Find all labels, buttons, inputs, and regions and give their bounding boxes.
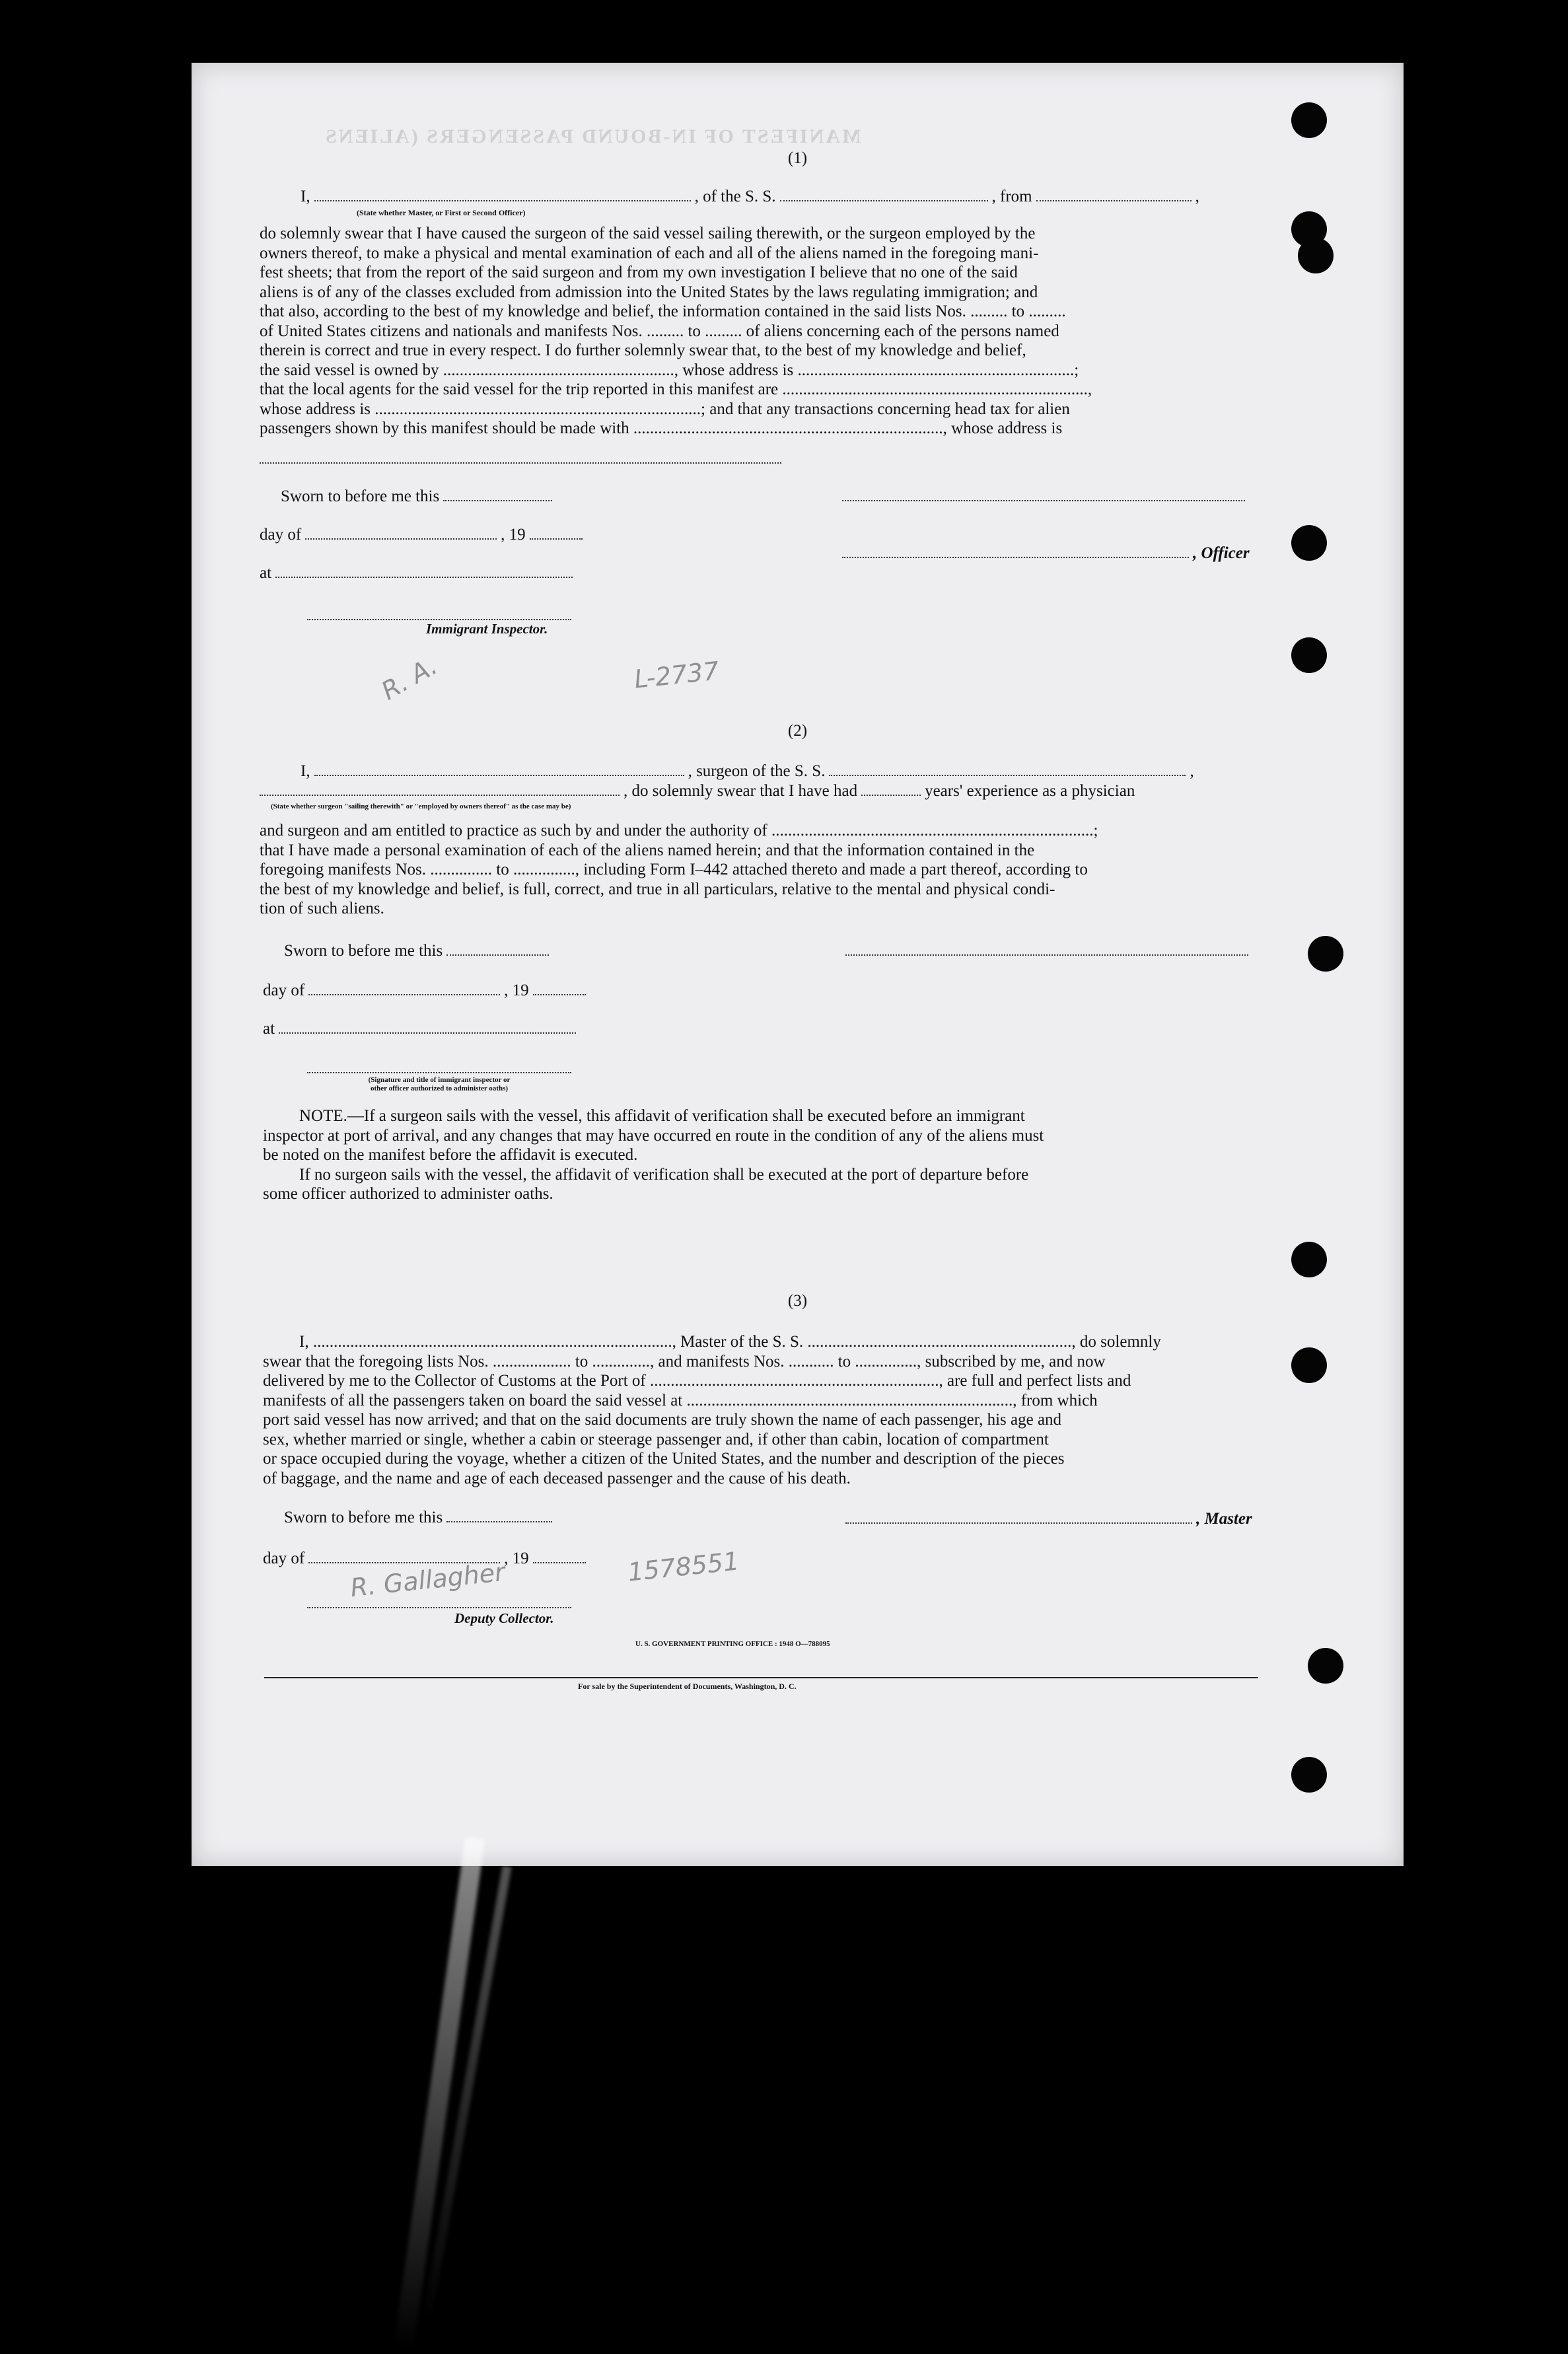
- at-label: at: [260, 564, 272, 582]
- handwritten-initials: R. A.: [376, 651, 443, 706]
- punch-hole: [1298, 238, 1334, 273]
- body-line: that I have made a personal examination of each of the aliens named herein; and that the information contained in the: [260, 841, 1035, 859]
- for-sale-line: For sale by the Superintendent of Documents, Washington, D. C.: [578, 1682, 797, 1691]
- officer-signature-line[interactable]: [307, 1072, 571, 1073]
- body-line: that also, according to the best of my knowledge and belief, the information contained in the said lists Nos. ......... to .........: [260, 303, 1066, 320]
- day-of-blank[interactable]: [305, 538, 497, 540]
- sworn-label: Sworn to before me this: [284, 1509, 443, 1526]
- sworn-date-blank[interactable]: [446, 1521, 552, 1522]
- year-label: , 19: [501, 526, 526, 544]
- body-line: aliens is of any of the classes excluded from admission into the United States by the laws regulating immigration; and: [260, 283, 1038, 301]
- section-2-at: [263, 1019, 580, 1039]
- officer-signature-blank[interactable]: [842, 557, 1189, 558]
- section-3-sworn: [284, 1508, 556, 1528]
- body-line: fest sheets; that from the report of the said surgeon and from my own investigation I believe that no one of the said: [260, 264, 1018, 281]
- at-place-blank[interactable]: [279, 1032, 576, 1034]
- body-line: of baggage, and the name and age of each deceased passenger and the cause of his death.: [263, 1469, 851, 1487]
- section-1-officer-line: [842, 544, 1250, 563]
- punch-hole: [1291, 1757, 1327, 1793]
- punch-hole: [1308, 936, 1343, 972]
- body-line: therein is correct and true in every respect. I do further solemnly swear that, to the best of my knowledge and belief,: [260, 341, 1026, 359]
- text-comma: ,: [1190, 762, 1194, 780]
- punch-hole: [1291, 637, 1327, 673]
- body-line: sex, whether married or single, whether a cabin or steerage passenger and, if other than cabin, location of compartment: [263, 1430, 1049, 1448]
- section-2-body: [260, 821, 1316, 919]
- section-3-heading: (3): [787, 1292, 808, 1310]
- section-1-day-of: [260, 525, 587, 545]
- section-2-sworn: [284, 941, 553, 961]
- handwritten-number: L-2737: [633, 656, 721, 694]
- address-continuation-line[interactable]: [260, 462, 781, 464]
- officer-label: , Officer: [1193, 544, 1250, 562]
- sworn-date-blank[interactable]: [446, 954, 549, 956]
- section-2-line-2: [260, 781, 1135, 801]
- section-2-note: [263, 1106, 1320, 1204]
- year-label: , 19: [504, 1550, 529, 1567]
- body-line: do solemnly swear that I have caused the surgeon of the said vessel sailing therewith, or the surgeon employed by the: [260, 225, 1036, 242]
- master-name-blank[interactable]: [314, 200, 691, 201]
- year-label: , 19: [504, 981, 529, 999]
- section-1-sworn: [281, 487, 556, 507]
- body-line: delivered by me to the Collector of Customs at the Port of ......................................................................, are full and perfect lists and: [263, 1372, 1131, 1390]
- sworn-label: Sworn to before me this: [281, 487, 440, 505]
- year-blank[interactable]: [533, 1562, 586, 1563]
- body-line: of United States citizens and nationals and manifests Nos. ......... to ......... of aliens concerning each of the persons named: [260, 322, 1059, 340]
- deputy-collector-label: Deputy Collector.: [454, 1610, 554, 1626]
- body-line: owners thereof, to make a physical and mental examination of each and all of the aliens named in the foregoing mani-: [260, 244, 1039, 262]
- body-line: tion of such aliens.: [260, 900, 384, 917]
- year-blank[interactable]: [533, 994, 586, 995]
- surgeon-name-blank[interactable]: [314, 775, 684, 776]
- section-2-day-of: [263, 981, 590, 1001]
- body-line: and surgeon and am entitled to practice as such by and under the authority of ..............................................................................;: [260, 822, 1098, 839]
- text-do-solemnly: , do solemnly swear that I have had: [624, 782, 858, 800]
- day-of-label: day of: [263, 1550, 305, 1567]
- day-of-label: day of: [260, 526, 302, 544]
- section-2-line-1: [301, 762, 1194, 781]
- note-line: If no surgeon sails with the vessel, the affidavit of verification shall be executed at the port of departure before: [299, 1165, 1029, 1184]
- section-3-master-line: [845, 1509, 1252, 1529]
- vessel-name-blank[interactable]: [780, 200, 988, 201]
- punch-hole: [1291, 102, 1327, 138]
- surgeon-vessel-blank[interactable]: [829, 775, 1186, 776]
- from-port-blank[interactable]: [1036, 200, 1192, 201]
- note-line: inspector at port of arrival, and any changes that may have occurred en route in the condition of any of the aliens must: [263, 1126, 1044, 1145]
- text-i: I,: [301, 188, 310, 205]
- section-1-heading: (1): [787, 149, 808, 167]
- body-line: swear that the foregoing lists Nos. ................... to .............., and manifests Nos. ........... to ..............., subscribed by me, and now: [263, 1352, 1106, 1371]
- text-i: I,: [301, 762, 310, 780]
- footer-rule: [264, 1677, 1258, 1678]
- surgeon-note: (State whether surgeon "sailing therewith" or "employed by owners thereof" as the case may be): [271, 802, 571, 810]
- section-2-heading: (2): [787, 722, 808, 740]
- printing-office-line: U. S. GOVERNMENT PRINTING OFFICE : 1948 O—788095: [635, 1640, 830, 1648]
- signature-note-2: other officer authorized to administer oaths): [370, 1085, 509, 1092]
- text-from: , from: [991, 188, 1032, 205]
- years-experience-blank[interactable]: [861, 795, 921, 796]
- master-signature-blank[interactable]: [845, 1522, 1192, 1524]
- body-line: whose address is ...............................................................................; and that any transactions concerning head tax for alien: [260, 400, 1070, 418]
- body-line: that the local agents for the said vessel for the trip reported in this manifest are ..........................................................................,: [260, 380, 1092, 398]
- surgeon-type-blank[interactable]: [260, 795, 620, 796]
- body-line: the best of my knowledge and belief, is full, correct, and true in all particulars, relative to the mental and physical condi-: [260, 880, 1055, 898]
- text-surgeon-of-ss: , surgeon of the S. S.: [688, 762, 826, 780]
- punch-hole: [1291, 1242, 1327, 1277]
- section-1-body: [260, 224, 1316, 439]
- note-line: NOTE.—If a surgeon sails with the vessel, this affidavit of verification shall be executed before an immigrant: [299, 1107, 1025, 1125]
- text-of-the-ss: , of the S. S.: [694, 188, 776, 205]
- day-of-blank[interactable]: [308, 994, 500, 995]
- body-line: port said vessel has now arrived; and that on the said documents are truly shown the name of each passenger, his age and: [263, 1411, 1062, 1429]
- document-page: [192, 63, 1404, 1866]
- punch-hole: [1308, 1648, 1343, 1684]
- body-line: or space occupied during the voyage, whether a citizen of the United States, and the number and description of the pieces: [263, 1450, 1065, 1468]
- body-line: passengers shown by this manifest should be made with ..........................................................................., whose address is: [260, 419, 1063, 437]
- handwritten-number: 1578551: [626, 1546, 741, 1587]
- at-place-blank[interactable]: [275, 577, 573, 578]
- day-of-label: day of: [263, 981, 305, 999]
- handwritten-signature: R. Gallagher: [349, 1557, 507, 1603]
- section-3-body: [263, 1332, 1320, 1488]
- body-line: manifests of all the passengers taken on board the said vessel at ..............................................................................., from which: [263, 1391, 1098, 1409]
- immigrant-inspector-label: Immigrant Inspector.: [426, 621, 548, 637]
- body-line: foregoing manifests Nos. ............... to ..............., including Form I–442 attached thereto and made a part thereof, according to: [260, 861, 1088, 878]
- master-note: (State whether Master, or First or Second Officer): [357, 208, 526, 217]
- section-1-line-1: [301, 187, 1199, 207]
- sworn-date-blank[interactable]: [443, 500, 552, 501]
- section-1-at: [260, 563, 577, 583]
- year-blank[interactable]: [530, 538, 583, 540]
- punch-hole: [1291, 1347, 1327, 1383]
- surgeon-signature-line[interactable]: [845, 954, 1248, 956]
- text-comma: ,: [1195, 188, 1199, 205]
- signature-note-1: (Signature and title of immigrant inspector or: [368, 1076, 511, 1084]
- note-line: be noted on the manifest before the affidavit is executed.: [263, 1146, 638, 1164]
- body-line: the said vessel is owned by ........................................................, whose address is ...................................................................;: [260, 361, 1079, 379]
- bleed-through-text: MANIFEST OF IN-BOUND PASSENGERS (ALIENS: [324, 125, 861, 147]
- body-line: I, ......................................................................................., Master of the S. S. ................................................................, do solemnly: [299, 1333, 1161, 1351]
- at-label: at: [263, 1020, 275, 1038]
- punch-hole: [1291, 525, 1327, 561]
- master-label: , Master: [1196, 1510, 1252, 1528]
- note-line: some officer authorized to administer oaths.: [263, 1185, 553, 1203]
- sworn-label: Sworn to before me this: [284, 942, 443, 960]
- master-signature-line[interactable]: [842, 500, 1245, 501]
- text-years-experience: years' experience as a physician: [925, 782, 1135, 800]
